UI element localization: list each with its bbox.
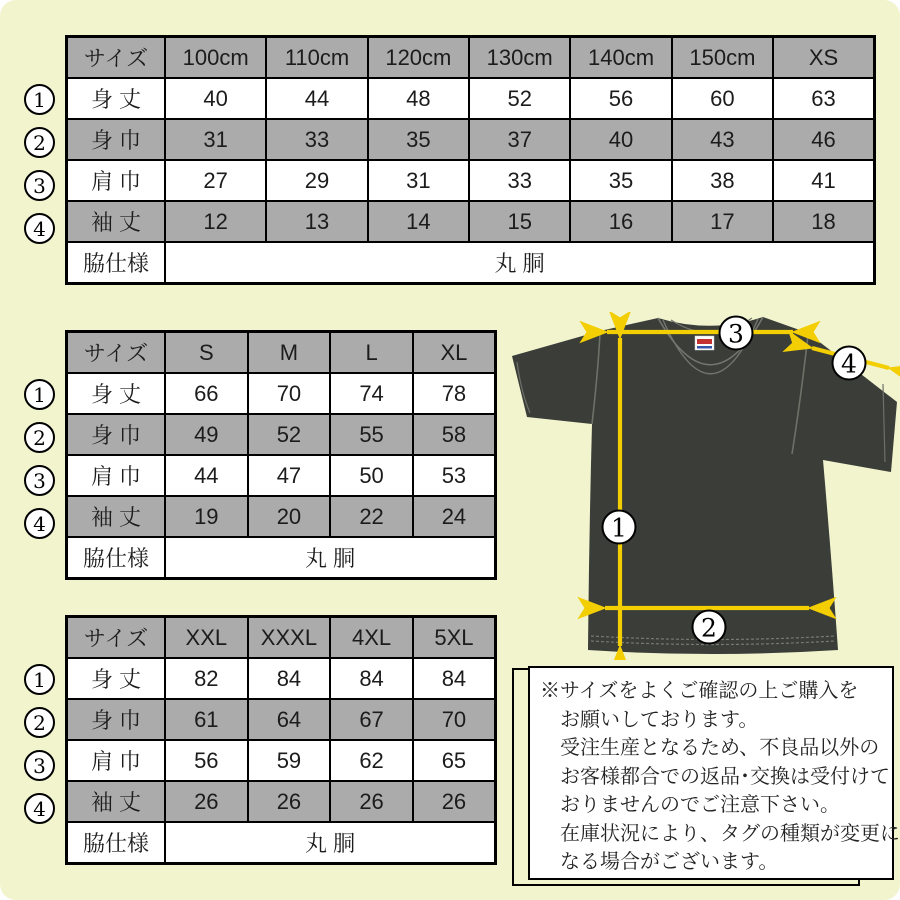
header-row	[67, 332, 496, 374]
column-header-cell: XL	[413, 332, 496, 374]
notice-line: お願いしております。	[560, 708, 759, 731]
value-cell: 84	[330, 658, 413, 699]
value-cell: 66	[165, 373, 248, 414]
notice-line: おりませんのでご注意下さい。	[560, 794, 840, 816]
value-cell: 61	[165, 699, 248, 740]
value-cell: 60	[672, 78, 773, 119]
marker-4-circle: 4	[24, 793, 55, 824]
table2-row-markers	[24, 379, 55, 539]
row-label-cell: 肩 巾	[67, 160, 166, 201]
value-cell: 64	[248, 699, 331, 740]
value-cell: 12	[165, 201, 266, 242]
table-row	[67, 201, 875, 242]
value-cell: 35	[570, 160, 671, 201]
body-length-marker	[603, 511, 636, 544]
value-cell: 29	[266, 160, 367, 201]
side-spec-label-cell: 脇仕様	[67, 537, 166, 579]
row-label-cell: 身 丈	[67, 78, 166, 119]
value-cell: 49	[165, 414, 248, 455]
table3-row-markers	[24, 664, 55, 824]
value-cell: 18	[773, 201, 874, 242]
value-cell: 62	[330, 740, 413, 781]
row-label-cell: 袖 丈	[67, 201, 166, 242]
value-cell: 67	[330, 699, 413, 740]
row-label-cell: 身 巾	[67, 119, 166, 160]
value-cell: 56	[165, 740, 248, 781]
value-cell: 63	[773, 78, 874, 119]
side-spec-row	[67, 537, 496, 579]
column-header-cell: XS	[773, 37, 874, 79]
side-spec-label-cell: 脇仕様	[67, 822, 166, 864]
s-to-xl-table	[65, 330, 497, 580]
marker-1-circle: 1	[24, 84, 55, 115]
marker-4-circle: 4	[24, 213, 55, 244]
value-cell: 74	[330, 373, 413, 414]
value-cell: 44	[266, 78, 367, 119]
value-cell: 26	[413, 781, 496, 822]
value-cell: 55	[330, 414, 413, 455]
notice-line: 在庫状況により、タグの種類が変更に	[560, 822, 900, 845]
value-cell: 14	[368, 201, 469, 242]
value-cell: 84	[413, 658, 496, 699]
marker-2-circle: 2	[24, 707, 55, 738]
value-cell: 56	[570, 78, 671, 119]
value-cell: 43	[672, 119, 773, 160]
column-header-cell: 140cm	[570, 37, 671, 79]
value-cell: 70	[413, 699, 496, 740]
table-row	[67, 414, 496, 455]
value-cell: 84	[248, 658, 331, 699]
side-spec-label-cell: 脇仕様	[67, 242, 166, 284]
table-row	[67, 496, 496, 537]
value-cell: 82	[165, 658, 248, 699]
value-cell: 20	[248, 496, 331, 537]
sleeve-length-marker	[833, 347, 866, 380]
value-cell: 58	[413, 414, 496, 455]
size-table-xxl-5xl	[65, 615, 497, 865]
size-header-cell: サイズ	[67, 37, 166, 79]
value-cell: 15	[469, 201, 570, 242]
row-label-cell: 袖 丈	[67, 496, 166, 537]
notice-line: なる場合がございます。	[560, 851, 779, 873]
column-header-cell: 130cm	[469, 37, 570, 79]
table1-row-markers	[24, 84, 55, 244]
marker-3-circle: 3	[24, 170, 55, 201]
column-header-cell: 120cm	[368, 37, 469, 79]
table-row	[67, 373, 496, 414]
table-row	[67, 781, 496, 822]
value-cell: 31	[368, 160, 469, 201]
column-header-cell: 4XL	[330, 617, 413, 659]
row-label-cell: 肩 巾	[67, 455, 166, 496]
marker-1-circle: 1	[24, 379, 55, 410]
svg-text:1: 1	[611, 513, 627, 543]
column-header-cell: M	[248, 332, 331, 374]
marker-2-circle: 2	[24, 422, 55, 453]
value-cell: 70	[248, 373, 331, 414]
column-header-cell: S	[165, 332, 248, 374]
value-cell: 24	[413, 496, 496, 537]
shoulder-width-marker	[720, 317, 753, 350]
value-cell: 47	[248, 455, 331, 496]
table-row	[67, 160, 875, 201]
value-cell: 41	[773, 160, 874, 201]
header-row	[67, 37, 875, 79]
column-header-cell: XXXL	[248, 617, 331, 659]
value-cell: 27	[165, 160, 266, 201]
svg-text:4: 4	[841, 349, 857, 379]
value-cell: 50	[330, 455, 413, 496]
table-row	[67, 119, 875, 160]
column-header-cell: 100cm	[165, 37, 266, 79]
size-table-s-xl	[65, 330, 497, 580]
tshirt-measurement-diagram	[505, 312, 900, 660]
svg-text:3: 3	[728, 319, 744, 349]
notice-line: お客様都合での返品･交換は受付けて	[560, 765, 890, 788]
column-header-cell: 5XL	[413, 617, 496, 659]
size-header-cell: サイズ	[67, 617, 166, 659]
value-cell: 33	[266, 119, 367, 160]
size-table-kids-xs	[65, 35, 876, 285]
value-cell: 31	[165, 119, 266, 160]
value-cell: 52	[469, 78, 570, 119]
value-cell: 38	[672, 160, 773, 201]
size-header-cell: サイズ	[67, 332, 166, 374]
value-cell: 59	[248, 740, 331, 781]
value-cell: 46	[773, 119, 874, 160]
notice-line: 受注生産となるため、不良品以外の	[560, 737, 880, 759]
notice-box	[528, 666, 900, 880]
value-cell: 53	[413, 455, 496, 496]
value-cell: 40	[165, 78, 266, 119]
marker-3-circle: 3	[24, 465, 55, 496]
table-row	[67, 455, 496, 496]
row-label-cell: 身 丈	[67, 373, 166, 414]
value-cell: 22	[330, 496, 413, 537]
column-header-cell: 110cm	[266, 37, 367, 79]
side-spec-row	[67, 242, 875, 284]
header-row	[67, 617, 496, 659]
value-cell: 65	[413, 740, 496, 781]
value-cell: 44	[165, 455, 248, 496]
table-row	[67, 740, 496, 781]
value-cell: 19	[165, 496, 248, 537]
side-spec-value-cell: 丸 胴	[165, 242, 875, 284]
value-cell: 48	[368, 78, 469, 119]
value-cell: 17	[672, 201, 773, 242]
marker-1-circle: 1	[24, 664, 55, 695]
value-cell: 37	[469, 119, 570, 160]
side-spec-value-cell: 丸 胴	[165, 537, 496, 579]
notice-line: ※サイズをよくご確認の上ご購入を	[540, 680, 859, 702]
xxl-to-5xl-table	[65, 615, 497, 865]
svg-text:2: 2	[701, 613, 717, 643]
value-cell: 26	[165, 781, 248, 822]
column-header-cell: L	[330, 332, 413, 374]
value-cell: 13	[266, 201, 367, 242]
value-cell: 26	[248, 781, 331, 822]
value-cell: 26	[330, 781, 413, 822]
value-cell: 33	[469, 160, 570, 201]
row-label-cell: 袖 丈	[67, 781, 166, 822]
row-label-cell: 肩 巾	[67, 740, 166, 781]
value-cell: 52	[248, 414, 331, 455]
kids-to-xs-table	[65, 35, 876, 285]
marker-2-circle: 2	[24, 127, 55, 158]
column-header-cell: XXL	[165, 617, 248, 659]
side-spec-row	[67, 822, 496, 864]
table-row	[67, 658, 496, 699]
marker-4-circle: 4	[24, 508, 55, 539]
neck-tag	[695, 336, 714, 350]
row-label-cell: 身 巾	[67, 699, 166, 740]
column-header-cell: 150cm	[672, 37, 773, 79]
value-cell: 16	[570, 201, 671, 242]
value-cell: 35	[368, 119, 469, 160]
body-width-marker	[693, 611, 726, 644]
row-label-cell: 身 丈	[67, 658, 166, 699]
row-label-cell: 身 巾	[67, 414, 166, 455]
marker-3-circle: 3	[24, 750, 55, 781]
table-row	[67, 699, 496, 740]
table-row	[67, 78, 875, 119]
value-cell: 40	[570, 119, 671, 160]
side-spec-value-cell: 丸 胴	[165, 822, 496, 864]
value-cell: 78	[413, 373, 496, 414]
